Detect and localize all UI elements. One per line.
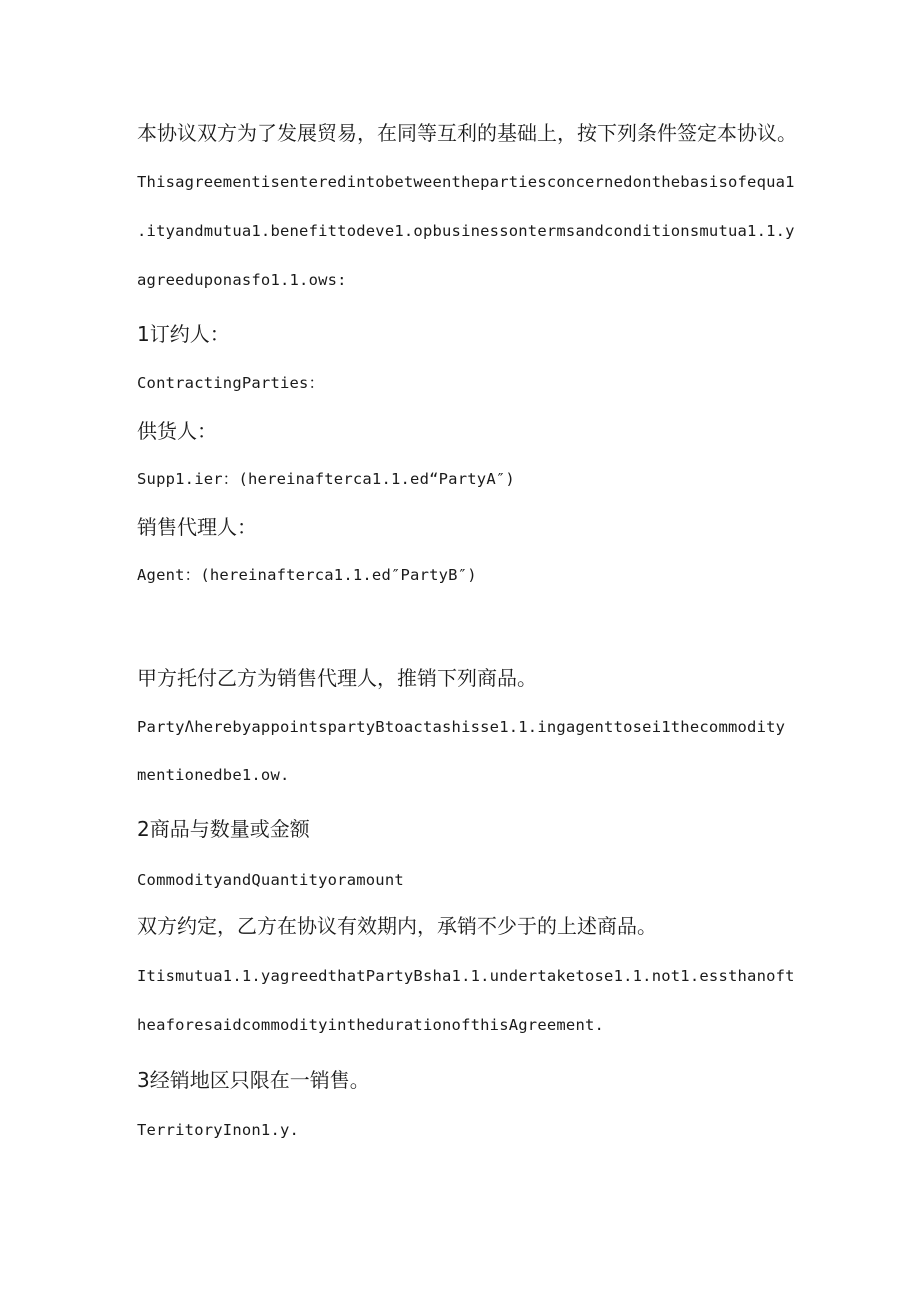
section-3-heading-zh: 3经销地区只限在一销售。 — [137, 1068, 370, 1092]
supplier-label-en: Supp1.ier：(hereinafterca1.1.ed“PartyA″) — [137, 470, 515, 488]
section-3-heading-en: TerritoryInon1.y. — [137, 1121, 300, 1139]
section-2-heading-en: CommodityandQuantityoramount — [137, 871, 404, 889]
agent-label-en: Agent：(hereinafterca1.1.ed″PartyB″) — [137, 566, 477, 584]
preamble-en-line-3: agreeduponasfo1.1.ows: — [137, 271, 347, 289]
section-1-heading-zh: 1订约人： — [137, 322, 230, 346]
supplier-label-zh: 供货人： — [137, 419, 217, 443]
appointment-en-line-1: PartyΛherebyappointspartyBtoactashisse1.1.ingagenttosei1thecommodity — [137, 718, 786, 736]
preamble-zh: 本协议双方为了发展贸易，在同等互利的基础上，按下列条件签定本协议。 — [137, 121, 797, 145]
section-2-heading-zh: 2商品与数量或金额 — [137, 817, 310, 841]
agreement-zh: 双方约定，乙方在协议有效期内，承销不少于的上述商品。 — [137, 914, 657, 938]
agreement-en-line-1: Itismutua1.1.yagreedthatPartyBsha1.1.undertaketose1.1.not1.essthanoft — [137, 967, 795, 985]
agent-label-zh: 销售代理人： — [137, 515, 257, 539]
preamble-en-line-1: Thisagreementisenteredintobetweenthepartiesconcernedonthebasisofequa1 — [137, 173, 795, 191]
agreement-en-line-2: heaforesaidcommodityinthedurationofthisAgreement. — [137, 1016, 605, 1034]
appointment-en-line-2: mentionedbe1.ow. — [137, 766, 290, 784]
section-1-heading-en: ContractingParties： — [137, 374, 325, 392]
appointment-zh: 甲方托付乙方为销售代理人，推销下列商品。 — [137, 666, 537, 690]
preamble-en-line-2: .ityandmutua1.benefittodeve1.opbusinessontermsandconditionsmutua1.1.y — [137, 222, 795, 240]
